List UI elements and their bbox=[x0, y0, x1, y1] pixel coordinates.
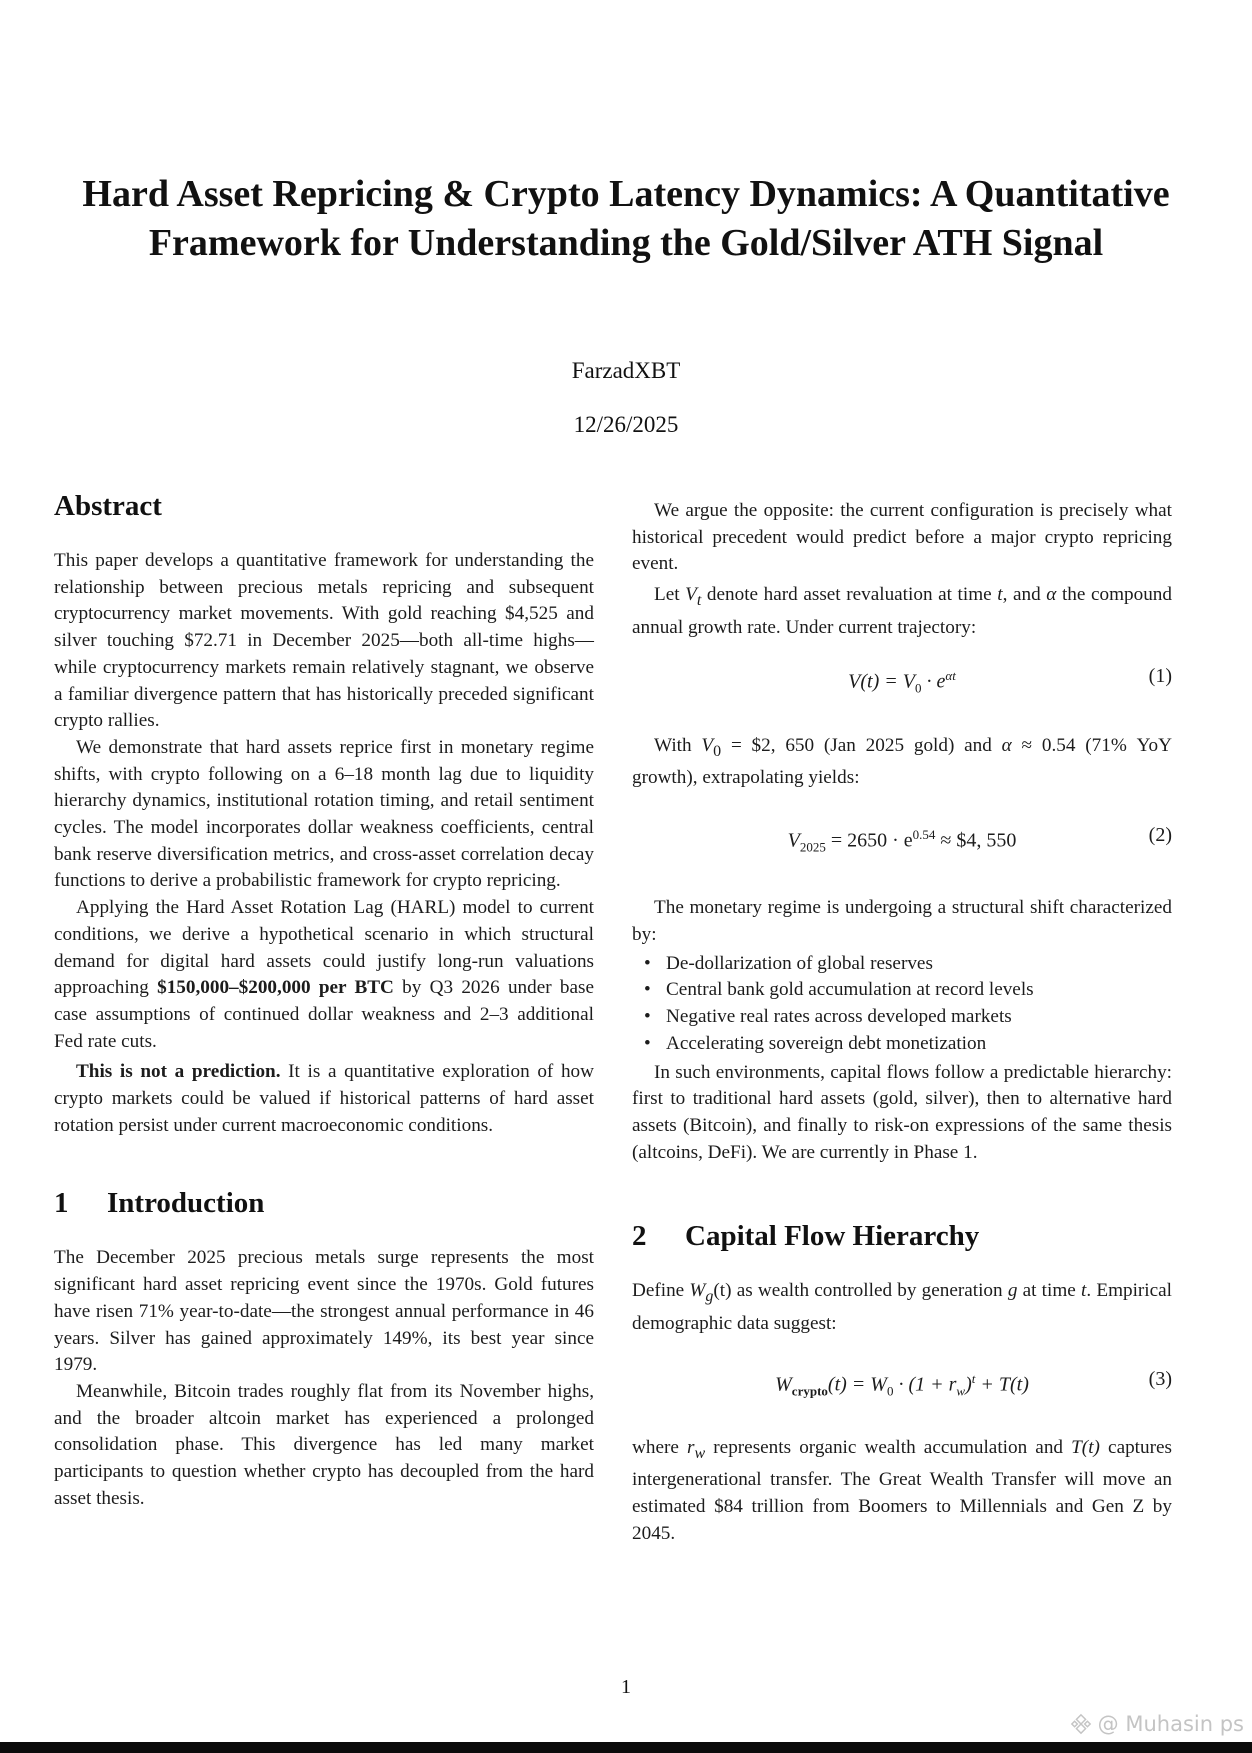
section-2-heading bbox=[632, 1218, 1172, 1254]
text: where bbox=[632, 1436, 688, 1458]
text: at time bbox=[1017, 1280, 1081, 1302]
paper-author: FarzadXBT bbox=[571, 358, 681, 383]
equation-3 bbox=[632, 1366, 1172, 1405]
eq-part: · (1 + r bbox=[893, 1373, 957, 1396]
text: , and bbox=[1002, 584, 1047, 606]
list-item bbox=[644, 1004, 1172, 1031]
abstract-paragraph-3 bbox=[54, 895, 594, 1055]
watermark bbox=[1070, 1712, 1244, 1736]
section-title: Introduction bbox=[107, 1187, 265, 1220]
var: W bbox=[689, 1280, 706, 1302]
section-title: Capital Flow Hierarchy bbox=[685, 1220, 980, 1253]
text: With bbox=[654, 734, 702, 756]
var: V bbox=[685, 584, 697, 606]
math-var bbox=[685, 584, 702, 609]
disclaimer-text: It is a quantitative exploration of how crypto markets could be valued if historical patterns of hard asset rotation persist under current macroeconomic conditions. bbox=[54, 1061, 594, 1136]
math-var: g bbox=[1007, 1280, 1018, 1302]
equation-2 bbox=[632, 822, 1172, 861]
eq-sup: t bbox=[971, 1370, 976, 1386]
eq-part: V(t) = V bbox=[848, 671, 915, 693]
right-paragraph-5: In such environments, capital flows follow a predictable hierarchy: first to traditional hard assets (gold, silver), then to alternative hard assets (Bitcoin), and finally to risk-on expressions of the same thesis (altcoins, DeFi). We are currently in Phase 1. bbox=[632, 1061, 1172, 1163]
list-item bbox=[644, 1031, 1172, 1058]
eq-part: W bbox=[775, 1373, 792, 1396]
text: = $2, 650 (Jan 2025 gold) and bbox=[721, 734, 1002, 756]
watermark-text: @ Muhasin ps bbox=[1097, 1712, 1244, 1736]
eq-sub: 0 bbox=[914, 681, 922, 696]
section-number: 2 bbox=[632, 1220, 647, 1253]
bullet-icon: • bbox=[644, 1006, 651, 1028]
subscript: 0 bbox=[713, 742, 722, 760]
bullet-icon: • bbox=[644, 979, 651, 1001]
math-var bbox=[701, 734, 722, 760]
text: Let bbox=[654, 584, 686, 606]
eq-part: ≈ $4, 550 bbox=[935, 829, 1017, 852]
list-item-text: Negative real rates across developed markets bbox=[666, 1006, 1012, 1028]
eq-part: + T(t) bbox=[975, 1373, 1029, 1396]
text: Define bbox=[632, 1280, 690, 1302]
eq-part: ) bbox=[965, 1373, 972, 1396]
equation-body bbox=[775, 1366, 1029, 1405]
text: captures intergenerational transfer. The Great Wealth Transfer will move an estimated $84 trillion from Boomers to Millennials and Gen Z by 2045. bbox=[632, 1436, 1172, 1544]
math-var bbox=[687, 1436, 706, 1462]
disclaimer-bold: This is not a prediction. bbox=[76, 1061, 281, 1083]
math-var: T(t) bbox=[1071, 1436, 1100, 1458]
equation-number: (2) bbox=[1148, 823, 1172, 846]
subscript: g bbox=[705, 1288, 714, 1306]
abstract-paragraph-1: This paper develops a quantitative framework for understanding the relationship between precious metals repricing and subsequent cryptocurrency market movements. With gold reaching $4,525 and silver touching $72.71 in December 2025—both all-time highs—while cryptocurrency markets remain relatively stagnant, we observe a familiar divergence pattern that has historically preceded significant crypto rallies. bbox=[54, 550, 594, 732]
abstract-paragraph-4 bbox=[54, 1059, 594, 1139]
math-var: α bbox=[1046, 584, 1057, 606]
eq-sub: crypto bbox=[791, 1383, 828, 1399]
text: represents organic wealth accumulation and bbox=[705, 1436, 1072, 1458]
right-paragraph-1: We argue the opposite: the current configuration is precisely what historical precedent would predict before a major crypto repricing event. bbox=[632, 500, 1172, 575]
section2-paragraph-1 bbox=[632, 1278, 1172, 1337]
eq-sub: 2025 bbox=[799, 839, 826, 855]
section2-paragraph-2 bbox=[632, 1435, 1172, 1548]
subscript: t bbox=[696, 591, 702, 609]
list-item bbox=[644, 977, 1172, 1004]
binance-diamond-icon bbox=[1070, 1713, 1092, 1735]
math-var: t bbox=[997, 584, 1003, 606]
eq-part: · e bbox=[921, 671, 946, 693]
eq-sup: 0.54 bbox=[912, 826, 936, 842]
eq-part: = 2650 · e bbox=[825, 829, 913, 852]
eq-part: (t) = W bbox=[827, 1373, 887, 1396]
abstract-p3-text-end: by Q3 2026 under base case assumptions of continued dollar weakness and 2–3 additional Fed rate cuts. bbox=[54, 977, 594, 1052]
equation-1 bbox=[632, 663, 1172, 702]
bottom-border bbox=[0, 1742, 1252, 1753]
intro-paragraph-2: Meanwhile, Bitcoin trades roughly flat from its November highs, and the broader altcoin market has experienced a prolonged consolidation phase. This divergence has led many market participants to question whether crypto has decoupled from the hard asset thesis. bbox=[54, 1380, 594, 1509]
text: denote hard asset revaluation at time bbox=[701, 584, 998, 606]
left-column bbox=[54, 488, 594, 1513]
intro-paragraph-1: The December 2025 precious metals surge represents the most significant hard asset repricing event since the 1970s. Gold futures have risen 71% year-to-date—the strongest annual performance in 46 years. Silver has gained approximately 149%, its best year since 1979. bbox=[54, 1247, 594, 1376]
subscript: w bbox=[694, 1444, 706, 1462]
section-number: 1 bbox=[54, 1187, 69, 1220]
abstract-p3-text: Applying the Hard Asset Rotation Lag (HARL) model to current conditions, we derive a hypothetical scenario in which structural demand for digital hard assets could justify long-run valuations approaching bbox=[54, 897, 594, 999]
section-1-heading bbox=[54, 1185, 594, 1221]
var: r bbox=[687, 1436, 695, 1458]
abstract-heading: Abstract bbox=[54, 490, 162, 522]
list-item-text: De-dollarization of global reserves bbox=[666, 952, 933, 974]
page-number: 1 bbox=[621, 1676, 631, 1698]
btc-valuation-range: $150,000–$200,000 per BTC bbox=[157, 977, 394, 999]
abstract-paragraph-2: We demonstrate that hard assets reprice first in monetary regime shifts, with crypto following on a 6–18 month lag due to liquidity hierarchy dynamics, institutional rotation timing, and retail sentiment cycles. The model incorporates dollar weakness coefficients, central bank reserve diversification metrics, and cross-asset correlation decay functions to derive a probabilistic framework for crypto repricing. bbox=[54, 736, 594, 892]
eq-sub: 0 bbox=[886, 1383, 894, 1399]
var: V bbox=[701, 734, 714, 756]
bullet-icon: • bbox=[644, 952, 651, 974]
eq-part: V bbox=[787, 829, 800, 852]
math-var: α bbox=[1001, 734, 1012, 756]
eq-sub: w bbox=[956, 1383, 966, 1399]
text: (t) as wealth controlled by generation bbox=[713, 1280, 1008, 1302]
equation-body bbox=[848, 663, 956, 702]
text: ≈ 0.54 (71% YoY growth), extrapolating yields: bbox=[632, 734, 1172, 789]
text: the compound annual growth rate. Under current trajectory: bbox=[632, 584, 1172, 638]
right-paragraph-2 bbox=[632, 582, 1172, 641]
list-item-text: Central bank gold accumulation at record levels bbox=[666, 979, 1034, 1001]
equation-number: (3) bbox=[1148, 1367, 1172, 1390]
equation-body bbox=[788, 822, 1017, 861]
regime-shift-list bbox=[632, 951, 1172, 1058]
equation-number: (1) bbox=[1148, 665, 1172, 688]
paper-title: Hard Asset Repricing & Crypto Latency Dynamics: A Quantitative Framework for Understanding the Gold/Silver ATH Signal bbox=[82, 173, 1170, 264]
right-paragraph-3 bbox=[632, 733, 1172, 792]
text: . Empirical demographic data suggest: bbox=[632, 1280, 1172, 1334]
right-column bbox=[632, 498, 1172, 1548]
paper-date: 12/26/2025 bbox=[573, 412, 679, 437]
list-item bbox=[644, 951, 1172, 978]
bullet-icon: • bbox=[644, 1032, 651, 1054]
math-var bbox=[689, 1280, 714, 1306]
eq-sup: αt bbox=[945, 668, 956, 684]
math-var: t bbox=[1081, 1280, 1087, 1302]
list-item-text: Accelerating sovereign debt monetization bbox=[666, 1032, 987, 1054]
right-paragraph-4: The monetary regime is undergoing a structural shift characterized by: bbox=[632, 897, 1172, 945]
